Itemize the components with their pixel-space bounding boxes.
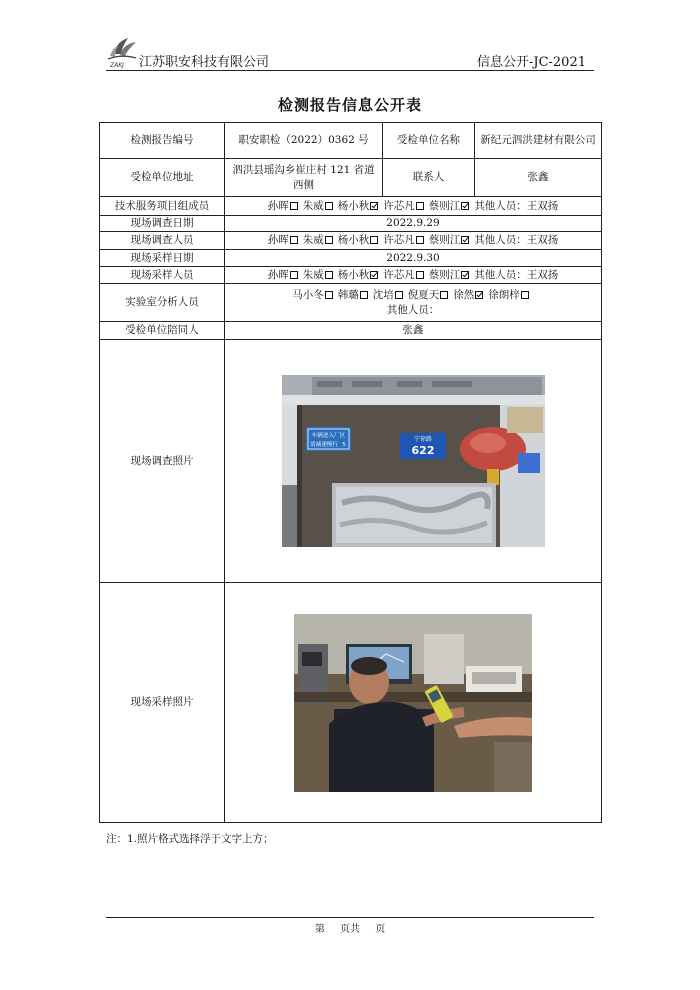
checkbox-icon <box>290 271 298 279</box>
lab-analysts-cell <box>225 284 602 322</box>
logo-text: ZAKJ <box>110 62 124 69</box>
person-name: 朱威 <box>302 199 324 212</box>
investigation-date-value: 2022.9.29 <box>225 216 602 232</box>
table-row <box>100 197 602 216</box>
contact-label: 联系人 <box>383 159 475 197</box>
checked-checkbox-icon <box>461 236 469 244</box>
report-no-value: 职安职检（2022）0362 号 <box>225 123 383 159</box>
checkbox-icon <box>325 236 333 244</box>
table-row <box>100 340 602 583</box>
client-name-value: 新纪元泗洪建材有限公司 <box>475 123 602 159</box>
escort-label: 受检单位陪同人 <box>100 322 225 340</box>
contact-value: 张鑫 <box>475 159 602 197</box>
other-members: 其他人员：王双扬 <box>474 234 559 246</box>
lab-analysts-checklist <box>229 288 597 303</box>
table-row <box>100 232 602 250</box>
checkbox-icon <box>416 236 424 244</box>
person-name: 沈培 <box>372 288 394 301</box>
report-info-table <box>99 122 602 823</box>
checkbox-icon <box>290 236 298 244</box>
investigators-label: 现场调查人员 <box>100 232 225 250</box>
client-address-value: 泗洪县瑶沟乡崔庄村 121 省道西侧 <box>225 159 383 197</box>
person-name: 许芯凡 <box>383 268 415 281</box>
person-name: 孙晖 <box>267 199 289 212</box>
person-name: 杨小秋 <box>337 234 370 246</box>
person-name: 杨小秋 <box>337 199 370 212</box>
sampling-date-label: 现场采样日期 <box>100 250 225 267</box>
footer-page-middle: 页共 <box>340 924 360 935</box>
tech-team-checklist <box>225 197 602 216</box>
client-address-label: 受检单位地址 <box>100 159 225 197</box>
checkbox-icon <box>325 202 333 210</box>
person-name: 马小冬 <box>292 288 324 301</box>
person-name: 倪夏天 <box>407 288 440 301</box>
table-row <box>100 583 602 823</box>
person-name: 许芯凡 <box>383 199 415 212</box>
document-number: 信息公开-JC-2021 <box>476 55 586 70</box>
person-name: 蔡则江 <box>428 199 461 212</box>
sampling-photo-label: 现场采样照片 <box>100 583 225 823</box>
other-members: 其他人员：王双扬 <box>474 268 559 281</box>
checkbox-icon <box>360 291 368 299</box>
note: 注：1.照片格式选择浮于文字上方； <box>106 833 274 845</box>
tech-team-label: 技术服务项目组成员 <box>100 197 225 216</box>
checkbox-icon <box>440 291 448 299</box>
table-row <box>100 123 602 159</box>
checkbox-icon <box>370 236 378 244</box>
person-name: 徐朗梓 <box>488 288 520 301</box>
checked-checkbox-icon <box>475 291 483 299</box>
table-row <box>100 216 602 232</box>
lab-others: 其他人员： <box>386 303 440 316</box>
person-name: 孙晖 <box>267 234 289 246</box>
table-row <box>100 159 602 197</box>
house-sign-number: 622 <box>411 444 434 457</box>
samplers-label: 现场采样人员 <box>100 267 225 284</box>
sampling-date-value: 2022.9.30 <box>225 250 602 267</box>
footer-rule <box>106 917 594 918</box>
samplers-checklist <box>225 267 602 284</box>
table-row <box>100 322 602 340</box>
factory-sign-number: 5 <box>341 442 346 448</box>
page-header <box>106 36 594 72</box>
footer-page-suffix: 页 <box>375 924 386 935</box>
company-name: 江苏职安科技有限公司 <box>139 55 270 70</box>
person-name: 蔡则江 <box>428 234 461 246</box>
person-name: 朱威 <box>302 234 324 246</box>
checked-checkbox-icon <box>461 202 469 210</box>
sampling-photo <box>294 614 532 792</box>
investigation-photo <box>282 375 545 547</box>
investigators-checklist <box>225 232 602 250</box>
footer-page-prefix: 第 <box>314 924 325 935</box>
person-name: 蔡则江 <box>428 268 461 281</box>
company-logo <box>106 36 138 70</box>
checkbox-icon <box>521 291 529 299</box>
other-members: 其他人员：王双扬 <box>474 199 559 212</box>
person-name: 朱威 <box>302 268 324 281</box>
checkbox-icon <box>395 291 403 299</box>
checked-checkbox-icon <box>370 271 378 279</box>
checked-checkbox-icon <box>370 202 378 210</box>
house-sign-road: 宁徐路 <box>413 436 432 443</box>
report-no-label: 检测报告编号 <box>100 123 225 159</box>
investigation-date-label: 现场调查日期 <box>100 216 225 232</box>
table-row <box>100 284 602 322</box>
header-rule <box>106 70 594 71</box>
escort-value: 张鑫 <box>225 322 602 340</box>
checkbox-icon <box>416 271 424 279</box>
checked-checkbox-icon <box>461 271 469 279</box>
person-name: 许芯凡 <box>383 234 415 246</box>
sampling-photo-cell <box>225 583 602 823</box>
person-name: 徐然 <box>453 288 475 301</box>
person-name: 孙晖 <box>267 268 289 281</box>
investigation-photo-label: 现场调查照片 <box>100 340 225 583</box>
table-row <box>100 267 602 284</box>
client-name-label: 受检单位名称 <box>383 123 475 159</box>
lab-analysts-label: 实验室分析人员 <box>100 284 225 322</box>
investigation-photo-cell <box>225 340 602 583</box>
person-name: 杨小秋 <box>337 268 370 281</box>
page-title: 检测报告信息公开表 <box>277 96 422 114</box>
factory-sign-line1: 车辆进入厂区 <box>311 433 345 439</box>
person-name: 韩璐 <box>337 288 359 301</box>
checkbox-icon <box>290 202 298 210</box>
checkbox-icon <box>325 271 333 279</box>
page-footer <box>0 920 700 935</box>
factory-sign-line2: 请减速慢行 <box>309 442 338 448</box>
checkbox-icon <box>325 291 333 299</box>
table-row <box>100 250 602 267</box>
checkbox-icon <box>416 202 424 210</box>
